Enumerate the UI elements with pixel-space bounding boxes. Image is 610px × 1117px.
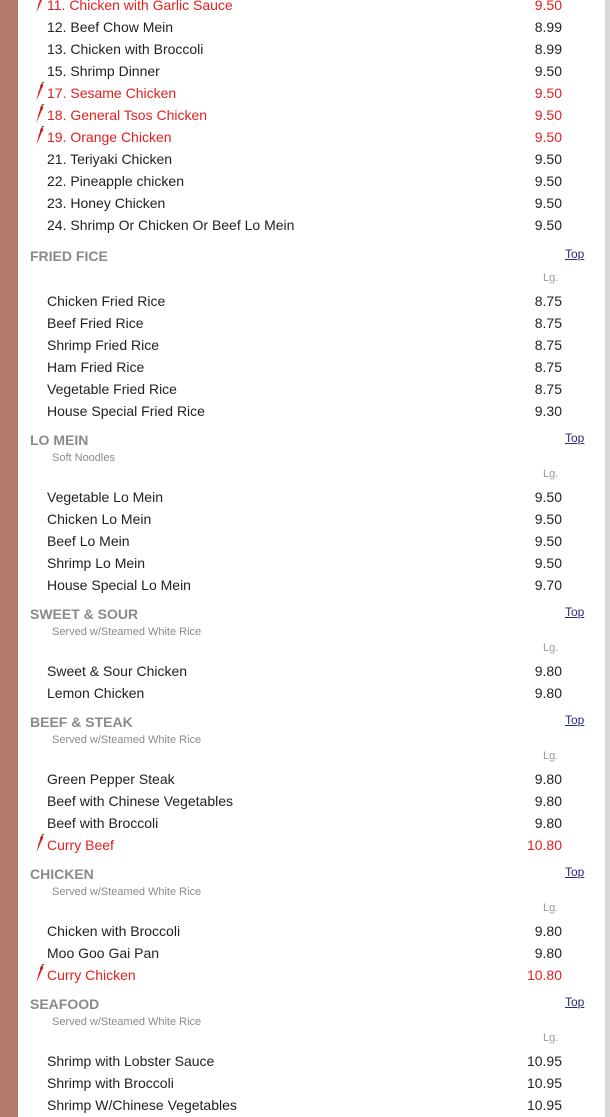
section-title: CHICKEN: [30, 866, 94, 882]
menu-item-row: [18, 530, 605, 552]
menu-item-price: 9.30: [534, 403, 562, 419]
menu-item-name: Ham Fried Rice: [47, 359, 145, 375]
chili-pepper-icon: [34, 126, 46, 146]
back-to-top-link[interactable]: Top: [565, 431, 585, 445]
menu-item-price: 9.50: [534, 107, 562, 123]
chili-pepper-icon: [34, 834, 46, 854]
menu-item-row: [18, 834, 605, 856]
menu-item-name: 13. Chicken with Broccoli: [47, 41, 204, 57]
menu-item-row: [18, 334, 605, 356]
section-note: Soft Noodles: [52, 452, 115, 464]
menu-item-name: Curry Chicken: [47, 967, 136, 983]
size-column-label: Lg.: [543, 1032, 559, 1044]
menu-item-price: 9.50: [534, 511, 562, 527]
menu-item-price: 10.95: [526, 1053, 562, 1069]
menu-item-row: [18, 290, 605, 312]
menu-item-row: [18, 942, 605, 964]
menu-item-name: Chicken with Broccoli: [47, 923, 181, 939]
menu-item-price: 9.50: [534, 195, 562, 211]
menu-item-name: Shrimp Lo Mein: [47, 555, 146, 571]
menu-item-name: Beef Lo Mein: [47, 533, 130, 549]
menu-item-row: [18, 1072, 605, 1094]
section-title: LO MEIN: [30, 432, 89, 448]
menu-item-row: [18, 356, 605, 378]
menu-item-name: 24. Shrimp Or Chicken Or Beef Lo Mein: [47, 217, 295, 233]
chili-pepper-icon: [34, 104, 46, 124]
menu-item-price: 9.80: [534, 815, 562, 831]
section-title: BEEF & STEAK: [30, 714, 133, 730]
menu-item-name: Beef Fried Rice: [47, 315, 144, 331]
menu-item-row: [18, 16, 605, 38]
menu-item-row: [18, 552, 605, 574]
menu-item-name: 11. Chicken with Garlic Sauce: [47, 0, 233, 13]
menu-item-row: [18, 964, 605, 986]
menu-item-price: 9.50: [534, 533, 562, 549]
menu-item-price: 8.75: [534, 315, 562, 331]
menu-item-row: [18, 768, 605, 790]
menu-item-name: Green Pepper Steak: [47, 771, 175, 787]
panel-edge: [605, 0, 610, 1117]
menu-item-name: Vegetable Fried Rice: [47, 381, 177, 397]
menu-item-name: Beef with Chinese Vegetables: [47, 793, 234, 809]
menu-item-row: [18, 682, 605, 704]
menu-item-row: [18, 1094, 605, 1116]
chili-pepper-icon: [34, 0, 46, 14]
menu-item-name: 15. Shrimp Dinner: [47, 63, 160, 79]
menu-item-price: 9.80: [534, 663, 562, 679]
size-column-label: Lg.: [543, 750, 559, 762]
menu-item-row: [18, 812, 605, 834]
menu-item-price: 9.50: [534, 555, 562, 571]
menu-item-row: [18, 126, 605, 148]
menu-item-price: 9.80: [534, 771, 562, 787]
menu-item-row: [18, 574, 605, 596]
menu-item-name: 23. Honey Chicken: [47, 195, 166, 211]
menu-item-name: 21. Teriyaki Chicken: [47, 151, 173, 167]
section-title: SEAFOOD: [30, 996, 100, 1012]
menu-item-name: 22. Pineapple chicken: [47, 173, 184, 189]
menu-item-price: 8.75: [534, 293, 562, 309]
menu-item-row: [18, 660, 605, 682]
menu-item-name: 19. Orange Chicken: [47, 129, 172, 145]
menu-item-name: Sweet & Sour Chicken: [47, 663, 188, 679]
menu-item-price: 9.50: [534, 63, 562, 79]
menu-item-price: 9.50: [534, 85, 562, 101]
menu-item-name: Shrimp with Broccoli: [47, 1075, 174, 1091]
menu-item-price: 9.50: [534, 217, 562, 233]
menu-item-price: 9.50: [534, 151, 562, 167]
menu-item-row: [18, 82, 605, 104]
menu-panel: [18, 0, 605, 1117]
menu-item-row: [18, 378, 605, 400]
menu-item-row: [18, 508, 605, 530]
section-note: Served w/Steamed White Rice: [52, 626, 202, 638]
menu-item-name: Chicken Lo Mein: [47, 511, 152, 527]
menu-item-price: 9.70: [534, 577, 562, 593]
menu-item-name: Shrimp W/Chinese Vegetables: [47, 1097, 237, 1113]
menu-item-price: 8.75: [534, 337, 562, 353]
back-to-top-link[interactable]: Top: [565, 865, 585, 879]
menu-item-price: 8.75: [534, 381, 562, 397]
menu-item-name: Shrimp Fried Rice: [47, 337, 160, 353]
menu-item-price: 9.80: [534, 945, 562, 961]
menu-item-name: Beef with Broccoli: [47, 815, 159, 831]
menu-item-name: House Special Lo Mein: [47, 577, 191, 593]
chili-pepper-icon: [34, 964, 46, 984]
menu-item-name: Lemon Chicken: [47, 685, 145, 701]
size-column-label: Lg.: [543, 642, 559, 654]
menu-item-name: Moo Goo Gai Pan: [47, 945, 160, 961]
size-column-label: Lg.: [543, 468, 559, 480]
back-to-top-link[interactable]: Top: [565, 605, 585, 619]
menu-item-name: Vegetable Lo Mein: [47, 489, 163, 505]
menu-item-row: [18, 920, 605, 942]
menu-item-name: Shrimp with Lobster Sauce: [47, 1053, 215, 1069]
menu-item-price: 10.95: [526, 1097, 562, 1113]
menu-item-price: 10.95: [526, 1075, 562, 1091]
menu-item-row: [18, 0, 605, 16]
menu-item-row: [18, 192, 605, 214]
menu-item-row: [18, 170, 605, 192]
menu-item-price: 9.80: [534, 793, 562, 809]
section-title: FRIED FICE: [30, 248, 108, 264]
section-note: Served w/Steamed White Rice: [52, 1016, 202, 1028]
menu-item-name: Curry Beef: [47, 837, 114, 853]
menu-item-price: 8.99: [534, 41, 562, 57]
menu-item-name: 18. General Tsos Chicken: [47, 107, 208, 123]
menu-item-row: [18, 148, 605, 170]
back-to-top-link[interactable]: Top: [565, 995, 585, 1009]
back-to-top-link[interactable]: Top: [565, 247, 585, 261]
section-title: SWEET & SOUR: [30, 606, 139, 622]
menu-item-price: 8.99: [534, 19, 562, 35]
menu-item-row: [18, 790, 605, 812]
menu-item-row: [18, 38, 605, 60]
menu-item-row: [18, 1050, 605, 1072]
menu-item-name: Chicken Fried Rice: [47, 293, 166, 309]
menu-item-price: 9.80: [534, 923, 562, 939]
menu-item-row: [18, 60, 605, 82]
menu-item-price: 9.80: [534, 685, 562, 701]
menu-item-price: 9.50: [534, 129, 562, 145]
menu-item-name: 17. Sesame Chicken: [47, 85, 177, 101]
menu-item-price: 9.50: [534, 489, 562, 505]
menu-item-row: [18, 312, 605, 334]
section-note: Served w/Steamed White Rice: [52, 734, 202, 746]
menu-item-name: House Special Fried Rice: [47, 403, 205, 419]
section-note: Served w/Steamed White Rice: [52, 886, 202, 898]
menu-item-price: 8.75: [534, 359, 562, 375]
menu-item-row: [18, 104, 605, 126]
menu-item-price: 10.80: [526, 837, 562, 853]
menu-item-name: 12. Beef Chow Mein: [47, 19, 174, 35]
back-to-top-link[interactable]: Top: [565, 713, 585, 727]
size-column-label: Lg.: [543, 902, 559, 914]
menu-item-row: [18, 400, 605, 422]
menu-item-price: 9.50: [534, 173, 562, 189]
menu-item-price: 10.80: [526, 967, 562, 983]
menu-item-price: 9.50: [534, 0, 562, 13]
chili-pepper-icon: [34, 82, 46, 102]
size-column-label: Lg.: [543, 272, 559, 284]
menu-item-row: [18, 486, 605, 508]
menu-item-row: [18, 214, 605, 236]
